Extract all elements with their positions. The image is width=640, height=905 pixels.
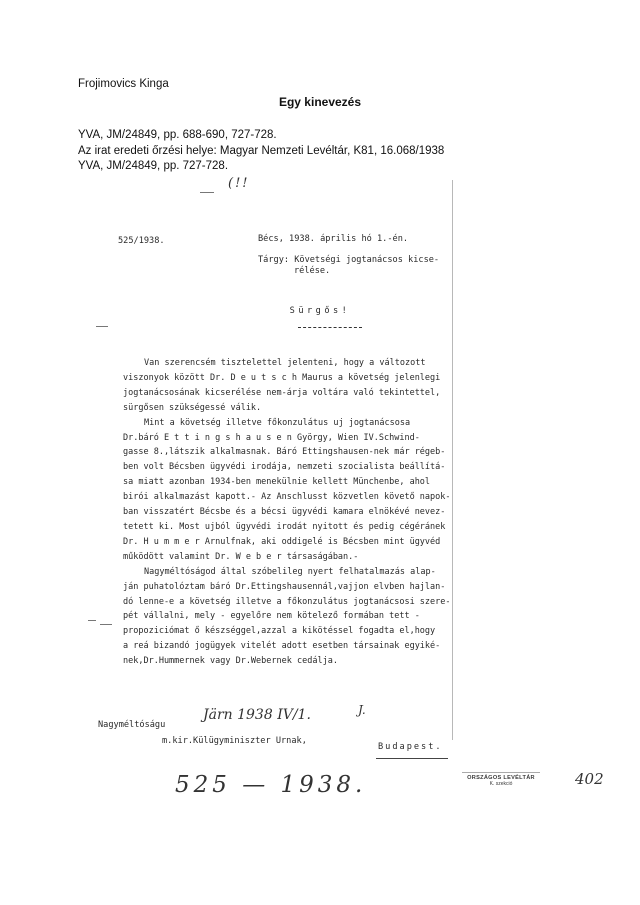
city: Budapest. [378, 742, 443, 752]
document-title: Egy kinevezés [278, 95, 362, 109]
body-line: Van szerencsém tisztelettel jelenteni, hogy a változott [144, 358, 426, 368]
registration-number: 525 — 1938. [175, 772, 367, 798]
stamp-line: K. szekció [489, 781, 513, 787]
body-line: ben volt Bécsben ügyvédi irodája, nemzeti szocialista beállítá- [123, 462, 446, 473]
body-line: nek,Dr.Hummernek vagy Dr.Webernek cedálja. [123, 656, 338, 667]
scan-mark [100, 624, 112, 625]
scan-mark [96, 326, 108, 327]
body-line: ján puhatolóztam báró Dr.Ettingshausennál,vajjon elvben hajlan- [123, 581, 446, 592]
scan-mark [200, 192, 214, 193]
subject-line [258, 255, 439, 277]
file-number: 525/1938. [118, 236, 165, 246]
subject-text: Tárgy: Követségi jogtanácsos kicse- [258, 255, 440, 265]
stamp-line: ORSZÁGOS LEVÉLTÁR [467, 775, 535, 781]
body-line: tetett ki. Most ujból ügyvédi irodát nyitott és pedig cégéránek [123, 521, 446, 532]
reference-line: Az irat eredeti őrzési helye: Magyar Nemzeti Levéltár, K81, 16.068/1938 [78, 144, 445, 157]
city-underline [376, 758, 448, 759]
handwritten-mark: (!! [228, 176, 250, 191]
body-line: sürgősen szükségessé válik. [123, 402, 262, 413]
body-line: propoziciómat ő készséggel,azzal a kikötéssel fogadta el,hogy [123, 626, 436, 637]
urgent-label: Sürgős! [289, 306, 351, 316]
body-line: birói alkalmazást kapott.- Az Anschlusst közvetlen követő napok- [123, 492, 451, 503]
urgent-underline [298, 327, 362, 328]
signature-mark: J. [358, 703, 366, 717]
body-line: jogtanácsosának kicserélése nem-árja voltára való tekintettel, [123, 387, 441, 398]
addressee: m.kir.Külügyminiszter Urnak, [162, 736, 307, 746]
body-line: sa miatt azonban 1934-ben menekülnie kellett Münchenbe, ahol [123, 477, 431, 488]
body-line: viszonyok között Dr. D e u t s c h Maurus a követség jelenlegi [123, 372, 441, 383]
scan-mark [88, 620, 96, 621]
header-author: Frojimovics Kinga [78, 78, 169, 90]
subject-text: rélése. [294, 266, 331, 276]
body-line: Mint a követség illetve főkonzulátus uj jogtanácsosa [144, 417, 411, 428]
received-annotation: Järn 1938 IV/1. [203, 707, 311, 723]
letter-body [123, 356, 451, 669]
reference-line: YVA, JM/24849, pp. 688-690, 727-728. [78, 129, 277, 141]
reference-line: YVA, JM/24849, pp. 727-728. [78, 160, 229, 172]
body-line: Dr. H u m m e r Arnulfnak, aki oddigelé is Bécsben mint ügyvéd [123, 536, 441, 547]
archive-stamp [462, 772, 540, 787]
salutation: Nagyméltóságu [98, 720, 166, 730]
margin-fold-line [452, 180, 453, 740]
body-line: működött valamint Dr. W e b e r társaságában.- [123, 551, 359, 562]
body-line: Dr.báró E t t i n g s h a u s e n György, Wien IV.Schwind- [123, 432, 420, 443]
body-line: ban visszatért Bécsbe és a bécsi ügyvédi kamara elnökévé nevez- [123, 507, 446, 518]
body-line: gasse 8.,látszik alkalmasnak. Báró Ettingshausen-nek már régeb- [123, 447, 446, 458]
page-number: 402 [575, 770, 604, 788]
body-line: pét vállalni, mely - egyelőre nem kötelező formában tett - [123, 611, 420, 622]
body-line: a reá bizandó jogügyek vitelét adott esetben társainak egyiké- [123, 641, 441, 652]
date-line: Bécs, 1938. április hó 1.-én. [258, 234, 409, 244]
body-line: dó lenne-e a követség illetve a főkonzulátus jogtanácsosi szere- [123, 596, 451, 607]
body-line: Nagyméltóságod által szóbelileg nyert felhatalmazás alap- [144, 566, 436, 577]
